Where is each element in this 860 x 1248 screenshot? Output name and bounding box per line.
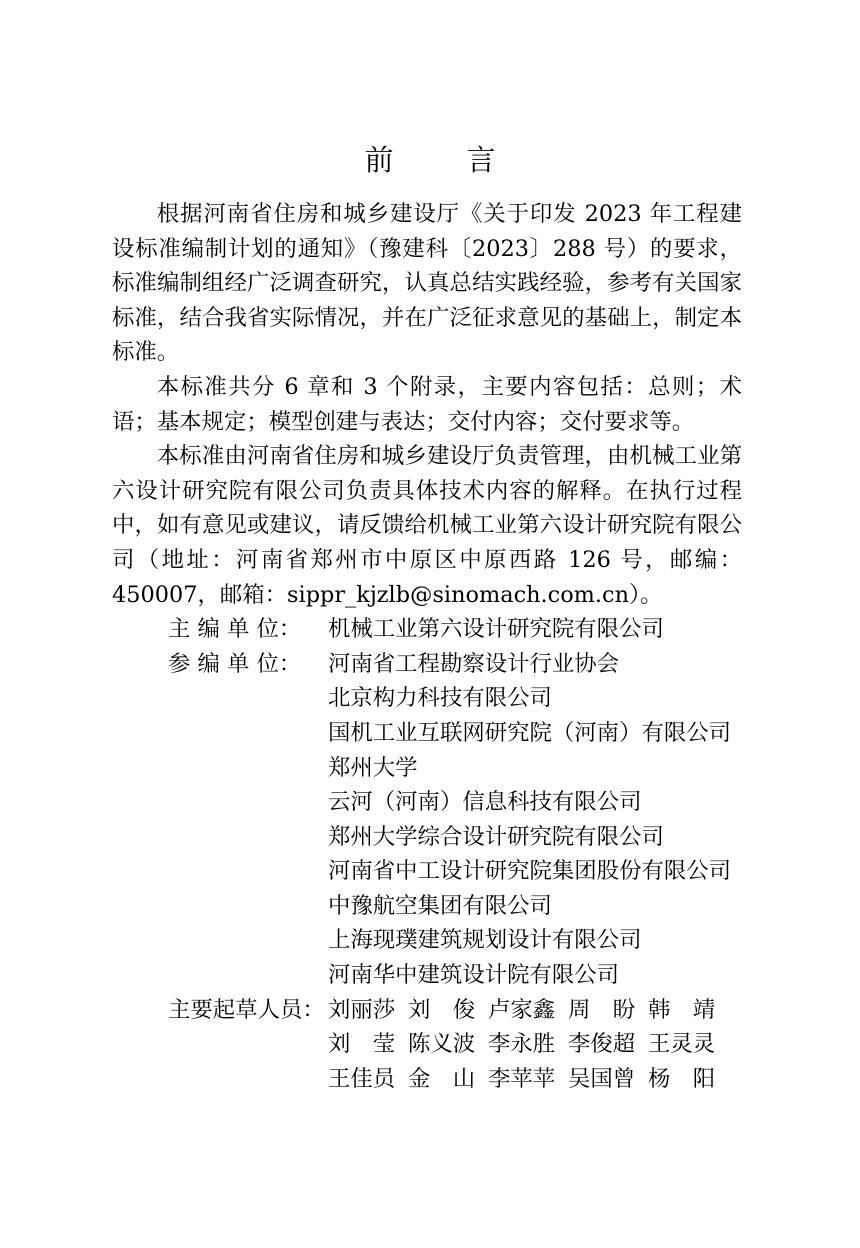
- drafter-name: 王佳员: [328, 1065, 396, 1092]
- drafter-name: 金 山: [408, 1065, 476, 1092]
- participating-units-row: [112, 647, 742, 993]
- drafter-name: 刘 俊: [408, 996, 476, 1023]
- participating-units-list: [328, 647, 742, 993]
- participating-unit: 郑州大学: [328, 754, 418, 781]
- participating-units-label: 参 编 单 位：: [168, 650, 302, 677]
- participating-unit: 河南省中工设计研究院集团股份有限公司: [328, 858, 732, 885]
- participating-unit: 上海现璞建筑规划设计有限公司: [328, 927, 642, 954]
- participating-unit: 国机工业互联网研究院（河南）有限公司: [328, 719, 732, 746]
- drafter-name: 韩 靖: [648, 996, 716, 1023]
- paragraph-contents: 本标准共分 6 章和 3 个附录，主要内容包括：总则；术语；基本规定；模型创建与表达；交付内容；交付要求等。: [112, 373, 742, 435]
- chief-unit-value: 机械工业第六设计研究院有限公司: [328, 616, 664, 643]
- paragraph-management: 本标准由河南省住房和城乡建设厅负责管理，由机械工业第六设计研究院有限公司负责具体技术内容的解释。在执行过程中，如有意见或建议，请反馈给机械工业第六设计研究院有限公司（地址：河南省郑州市中原区中原西路 126 号，邮编：450007，邮箱：sippr_kjzlb@sinomach.com.cn）。: [112, 443, 742, 608]
- participating-unit: 河南华中建筑设计院有限公司: [328, 962, 620, 989]
- drafters-label: 主要起草人员：: [168, 996, 325, 1023]
- drafter-name: 陈义波: [408, 1031, 476, 1058]
- drafter-name: 刘 莹: [328, 1031, 396, 1058]
- drafter-name: 杨 阳: [648, 1065, 716, 1092]
- drafter-name: 刘丽莎: [328, 996, 396, 1023]
- chief-unit-label: 主 编 单 位：: [168, 616, 302, 643]
- participating-unit: 河南省工程勘察设计行业协会: [328, 650, 620, 677]
- drafter-name: 李永胜: [488, 1031, 556, 1058]
- chief-unit-row: [112, 612, 742, 647]
- participating-unit: 北京构力科技有限公司: [328, 685, 552, 712]
- participating-unit: 郑州大学综合设计研究院有限公司: [328, 823, 664, 850]
- drafters-names: [328, 993, 742, 1097]
- drafter-name: 周 盼: [568, 996, 636, 1023]
- drafter-name: 王灵灵: [648, 1031, 716, 1058]
- paragraph-basis: 根据河南省住房和城乡建设厅《关于印发 2023 年工程建设标准编制计划的通知》（豫建科〔2023〕288 号）的要求，标准编制组经广泛调查研究，认真总结实践经验，参考有关国家标准，结合我省实际情况，并在广泛征求意见的基础上，制定本标准。: [112, 201, 742, 366]
- drafter-name: 吴国曾: [568, 1065, 636, 1092]
- drafter-name: 李苹苹: [488, 1065, 556, 1092]
- drafter-name: 李俊超: [568, 1031, 636, 1058]
- page-title: 前 言: [364, 143, 518, 177]
- participating-unit: 中豫航空集团有限公司: [328, 892, 552, 919]
- participating-unit: 云河（河南）信息科技有限公司: [328, 789, 642, 816]
- document-body: [112, 197, 742, 1096]
- drafters-row: [112, 993, 742, 1097]
- drafter-name: 卢家鑫: [488, 996, 556, 1023]
